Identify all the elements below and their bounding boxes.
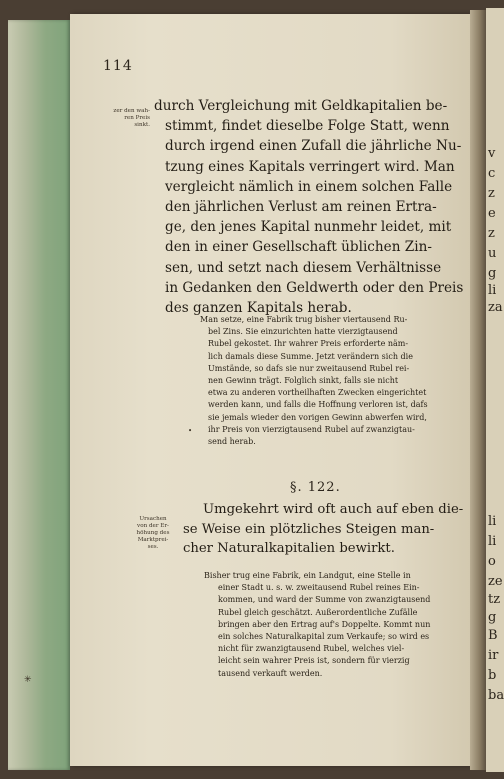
- paragraph-line: durch irgend einen Zufall die jährliche Nu-: [165, 138, 462, 155]
- paragraph-line: sen, und setzt nach diesem Verhältnisse: [165, 259, 442, 276]
- paragraph-line: Umgekehrt wird oft auch auf eben die-: [203, 502, 464, 517]
- paragraph-line: cher Naturalkapitalien bewirkt.: [183, 541, 395, 557]
- example-line: leicht sein wahrer Preis ist, sondern für vierzig: [218, 656, 410, 666]
- right-page-letter: za: [488, 300, 503, 315]
- example-block: [204, 570, 430, 680]
- paragraph-main: [110, 96, 463, 318]
- right-page-edge: [486, 8, 504, 772]
- paragraph-line: in Gedanken den Geldwerth oder den Preis: [165, 279, 464, 296]
- example-line: etwa zu anderen vortheilhaften Zwecken eingerichtet: [208, 388, 427, 398]
- example-line: einer Stadt u. s. w. zweitausend Rubel reines Ein-: [218, 583, 420, 593]
- right-page-letter: ba: [488, 688, 504, 703]
- example-line: nen Gewinn trägt. Folglich sinkt, falls sie nicht: [208, 376, 399, 386]
- right-page-letter: g: [488, 266, 497, 281]
- margin-note-line: zer den wah-: [113, 108, 150, 114]
- page-stack-edge: [8, 20, 70, 770]
- example-line: lich damals diese Summe. Jetzt verändern sich die: [208, 351, 413, 361]
- paragraph-line: des ganzen Kapitals herab.: [165, 300, 352, 317]
- margin-note-line: von der Er-: [137, 523, 169, 529]
- right-page-letter: tz: [488, 592, 501, 607]
- example-line: ein solches Naturalkapital zum Verkaufe; so wird es: [218, 632, 430, 642]
- section-heading: §. 122.: [290, 480, 341, 495]
- right-page-letter: g: [488, 610, 497, 625]
- paragraph-line: ge, den jenes Kapital nunmehr leidet, mit: [165, 219, 452, 236]
- paragraph-second: [155, 500, 463, 559]
- right-page-letter: b: [488, 668, 497, 683]
- example-line: bel Zins. Sie einzurichten hatte vierzigtausend: [208, 327, 398, 337]
- example-line: send herab.: [208, 437, 256, 447]
- margin-note-line: sinkt.: [134, 122, 150, 128]
- right-page-letter: v: [488, 146, 496, 161]
- right-page-letter: li: [488, 534, 497, 549]
- asterisk-mark: •: [188, 427, 193, 435]
- margin-note-line: ses.: [147, 544, 159, 550]
- paragraph-line: vergleicht nämlich in einem solchen Falle: [165, 178, 453, 195]
- example-line: nicht für zwanzigtausend Rubel, welches viel-: [218, 644, 405, 654]
- margin-note-line: Marktprei-: [137, 537, 169, 543]
- right-page-letter: z: [488, 186, 495, 201]
- example-line: Bisher trug eine Fabrik, ein Landgut, eine Stelle in: [204, 571, 411, 580]
- right-page-letter: li: [488, 283, 497, 298]
- example-line: sie jemals wieder den vorigen Gewinn abwerfen wird,: [208, 412, 427, 422]
- right-page-letter: o: [488, 554, 496, 569]
- right-page-letter: e: [488, 206, 496, 221]
- book-gutter: [470, 10, 486, 770]
- right-page-letter: ze: [488, 574, 503, 589]
- paragraph-line: stimmt, findet dieselbe Folge Statt, wenn: [165, 118, 450, 135]
- paragraph-line: den jährlichen Verlust am reinen Ertra-: [165, 199, 437, 216]
- paragraph-line: tzung eines Kapitals verringert wird. Man: [165, 158, 455, 175]
- example-line: tausend verkauft werden.: [218, 668, 323, 678]
- page-number: 114: [103, 58, 133, 74]
- paragraph-line: den in einer Gesellschaft üblichen Zin-: [165, 239, 432, 256]
- example-line: kommen, und ward der Summe von zwanzigtausend: [218, 595, 431, 605]
- right-page-letter: li: [488, 514, 497, 529]
- example-line: Man setze, eine Fabrik trug bisher viertausend Ru-: [200, 315, 408, 324]
- margin-note-line: höhung des: [136, 530, 170, 536]
- example-line: werden kann, und falls die Hoffnung verloren ist, dafs: [208, 400, 428, 410]
- right-page-letter: ir: [488, 648, 499, 663]
- example-line: Rubel gekostet. Ihr wahrer Preis erforderte näm-: [208, 339, 409, 349]
- paragraph-line: se Weise ein plötzliches Steigen man-: [183, 521, 435, 537]
- example-line: ihr Preis von vierzigtausend Rubel auf zwanzigtau-: [208, 424, 415, 434]
- pencil-mark: ✳: [24, 675, 32, 685]
- margin-note-line: Ursachen: [139, 516, 167, 522]
- margin-note-line: ren Preis: [124, 115, 150, 121]
- right-page-letter: B: [488, 628, 498, 643]
- right-page-letter: z: [488, 226, 495, 241]
- example-block: [200, 314, 428, 448]
- example-line: Umstände, so dafs sie nur zweitausend Rubel rei-: [208, 363, 410, 373]
- example-line: Rubel gleich geschätzt. Außerordentliche Zufälle: [218, 607, 418, 617]
- paragraph-line: durch Vergleichung mit Geldkapitalien be-: [154, 98, 448, 114]
- right-page-letter: u: [488, 246, 497, 261]
- example-line: bringen aber den Ertrag auf's Doppelte. Kommt nun: [218, 619, 431, 629]
- right-page-letter: c: [488, 166, 496, 181]
